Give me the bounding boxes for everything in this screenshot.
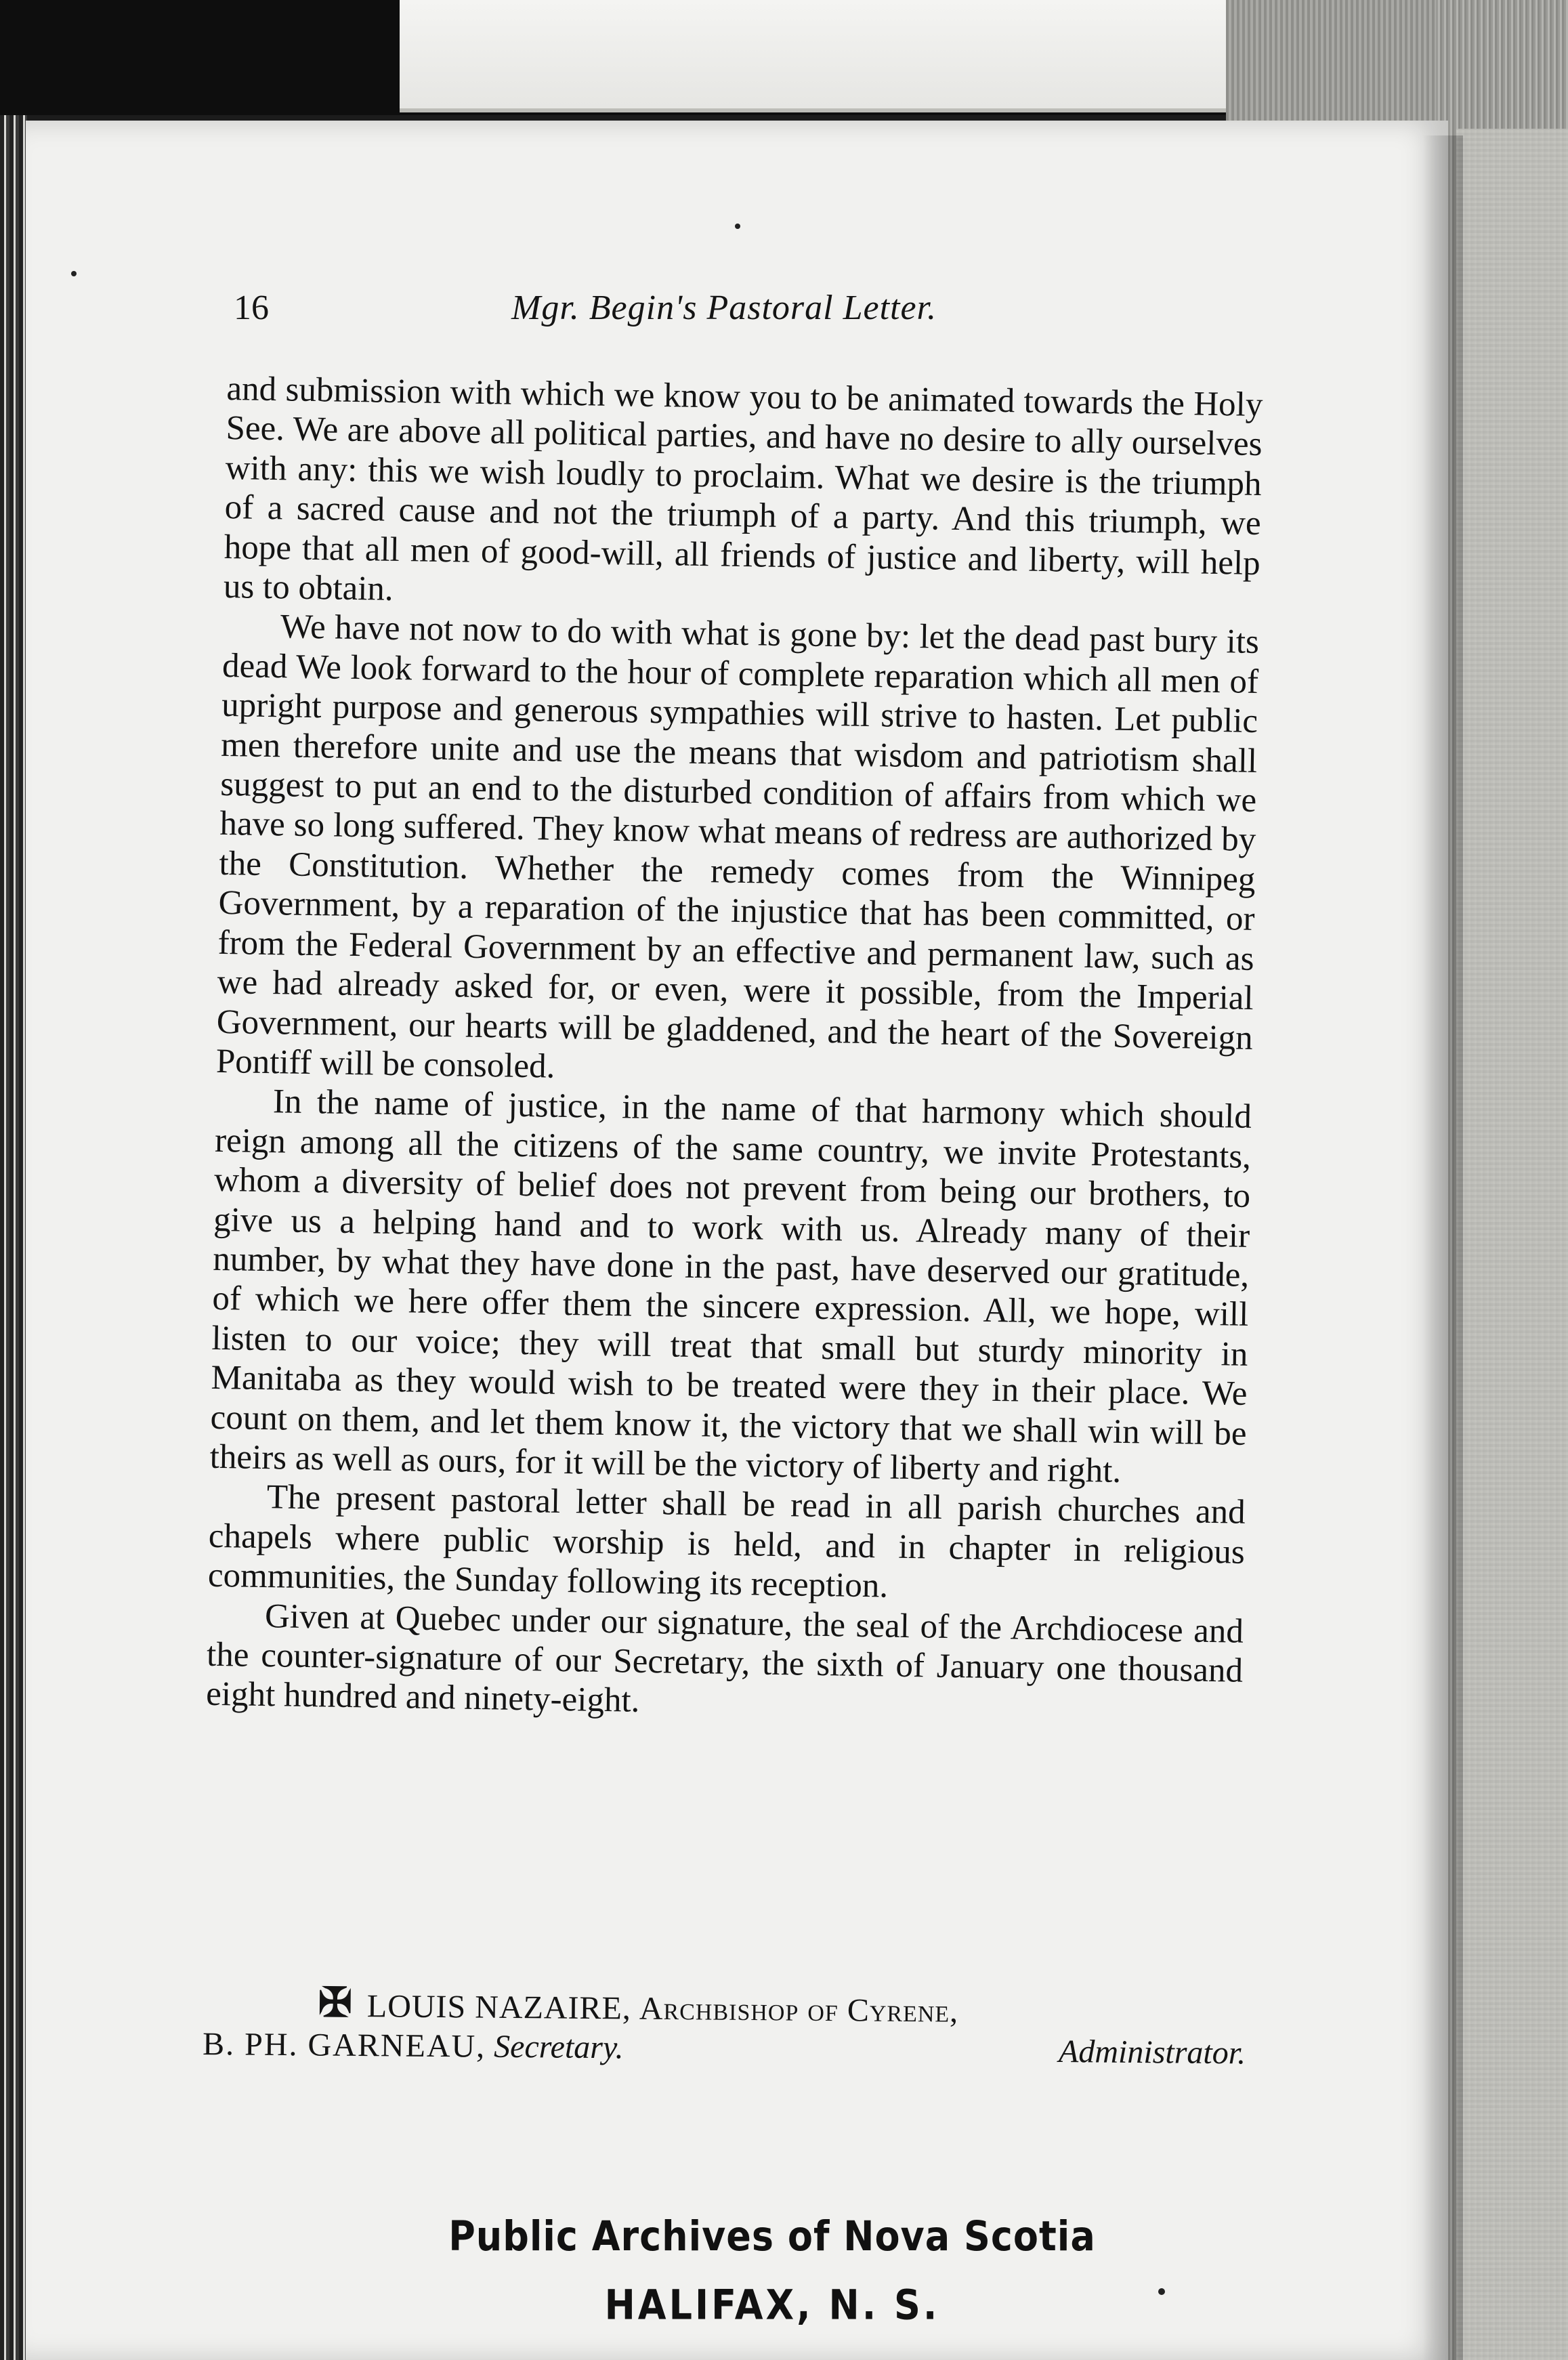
secretary-role: Secretary.	[493, 2028, 624, 2066]
ink-speck	[1158, 2288, 1165, 2295]
running-head: Mgr. Begin's Pastoral Letter.	[511, 289, 937, 327]
archbishop-name: LOUIS NAZAIRE,	[366, 1988, 632, 2027]
paragraph: In the name of justice, in the name of that harmony which should reign among all the citizens of the same country, we invite Protestants, whom a diversity of belief does not prevent from being our brothers, to give us a helping hand and to work with us. Already many of their number, by what they have done in the past, have deserved our gratitude, of which we here offer them the sincere expression. All, we hope, will listen to our voice; they will treat that small but sturdy minority in Manitaba as they would wish to be treated were they in their place. We count on them, and let them know it, the victory that we shall win will be theirs as well as ours, for it will be the victory of liberty and right.	[209, 1082, 1252, 1490]
ink-speck	[735, 224, 740, 229]
page-stack-edge	[0, 115, 27, 2360]
archives-stamp	[433, 2212, 1111, 2329]
paragraph: Given at Quebec under our signature, the seal of the Archdiocese and the counter-signature of our Secretary, the sixth of January one thousand eight hundred and ninety-eight.	[205, 1597, 1244, 1721]
cross-icon: ✠	[318, 1980, 353, 2025]
archbishop-signature	[318, 1979, 958, 2031]
secretary-name: B. PH. GARNEAU,	[202, 2025, 486, 2065]
letter-body	[206, 369, 1263, 1731]
page-gutter-shadow	[1422, 135, 1463, 2360]
stamp-line-archives: Public Archives of Nova Scotia	[448, 2212, 1096, 2260]
page-header	[234, 288, 1236, 342]
administrator-role: Administrator.	[1058, 2034, 1246, 2071]
overlapping-sheet	[400, 0, 1233, 112]
page-number: 16	[234, 289, 269, 327]
paragraph: and submission with which we know you to be animated towards the Holy See. We are above all political parties, and have no desire to ally ourselves with any: this we wish loudly to proclaim. What we desire is the triumph of a sacred cause and not the triumph of a party. And this triumph, we hope that all men of good-will, all friends of justice and liberty, will help us to obtain.	[223, 369, 1263, 608]
book-cover-cloth	[1456, 129, 1568, 2360]
paragraph: The present pastoral letter shall be read in all parish churches and chapels where public worship is held, and in chapter in religious communities, the Sunday following its reception.	[207, 1478, 1246, 1605]
stamp-line-city: HALIFAX, N. S.	[604, 2281, 940, 2330]
archbishop-title: Archbishop of Cyrene,	[639, 1990, 959, 2029]
paragraph: We have not now to do with what is gone by: let the dead past bury its dead We look forward to the hour of complete reparation which all men of upright purpose and generous sympathies will strive to hasten. Let public men therefore unite and use the means that wisdom and patriotism shall suggest to put an end to the disturbed condition of affairs from which we have so long suffered. They know what means of redress are authorized by the Constitution. Whether the remedy comes from the Winnipeg Government, by a reparation of the injustice that has been committed, or from the Federal Government by an effective and permanent law, such as we had already asked for, or even, were it possible, from the Imperial Government, our hearts will be gladdened, and the heart of the Sovereign Pontiff will be consoled.	[215, 608, 1260, 1086]
ink-speck	[71, 271, 77, 276]
